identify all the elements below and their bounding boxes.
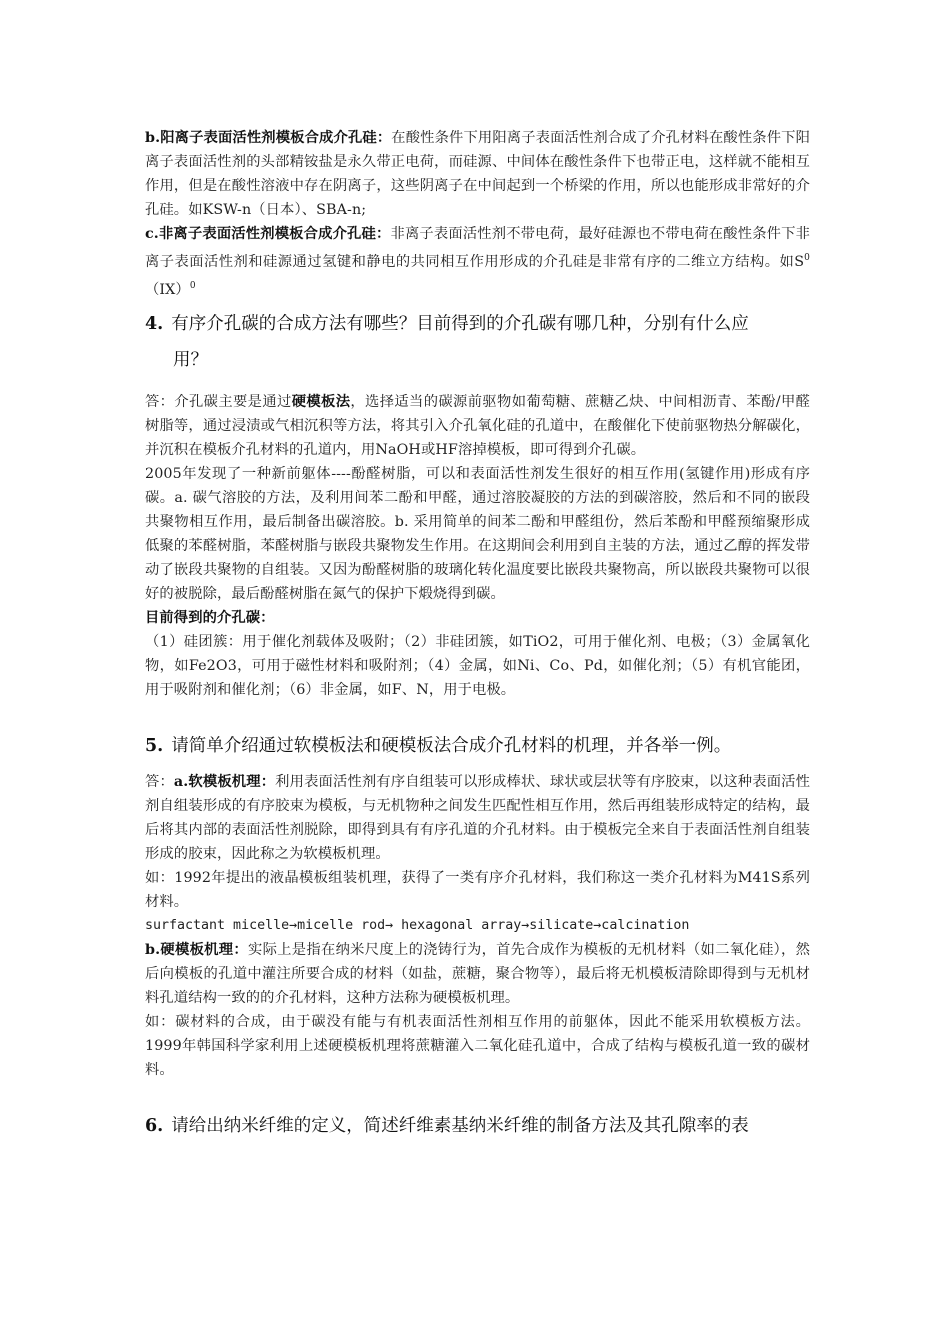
answer-5-bold-soft-template: a.软模板机理： — [173, 773, 276, 790]
text-nonionic-surfactant: 非离子表面活性剂不带电荷，最好硅源也不带电荷在酸性条件下非离子表面活性剂和硅源通过氢键和静电的共同相互作用形成的介孔硅是非常有序的二维立方结构。如S — [145, 226, 810, 270]
text-nonionic-tail: （IX） — [145, 281, 190, 298]
answer-4-text: ，选择适当的碳源前驱物如葡萄糖、蔗糖乙炔、中间相沥青、苯酚/甲醛树脂等，通过浸渍或气相沉积等方法，将其引入介孔氧化硅的孔道中，在酸催化下使前驱物热分解碳化，并沉积在模板介孔材料的孔道内，用NaOH或HF溶掉模板，即可得到介孔碳。 — [145, 393, 811, 458]
answer-5-paragraph-4: 如：碳材料的合成，由于碳没有能与有机表面活性剂相互作用的前躯体，因此不能采用软模板方法。1999年韩国科学家利用上述硬模板机理将蔗糖灌入二氧化硅孔道中，合成了结构与模板孔道一致的碳材料。 — [145, 1013, 810, 1078]
heading-nonionic-surfactant: c.非离子表面活性剂模板合成介孔硅： — [145, 226, 391, 242]
question-6-line1: 请给出纳米纤维的定义，简述纤维素基纳米纤维的制备方法及其孔隙率的表 — [171, 1115, 749, 1136]
answer-4-paragraph-1 — [145, 390, 810, 462]
answer-4-subheading — [145, 606, 810, 630]
paragraph-nonionic-surfactant — [145, 222, 810, 302]
heading-cationic-surfactant: b.阳离子表面活性剂模板合成介孔硅： — [145, 130, 392, 146]
question-6-number: 6. — [145, 1115, 164, 1136]
answer-4-bold-hard-template: 硬模板法 — [291, 393, 351, 410]
answer-5-paragraph-2: 如：1992年提出的液晶模板组装机理，获得了一类有序介孔材料，我们称这一类介孔材料为M41S系列材料。 — [145, 869, 810, 910]
answer-5-paragraph-3 — [145, 938, 810, 1010]
question-4-number: 4. — [145, 313, 164, 334]
question-5 — [145, 730, 810, 762]
answer-5-mechanism-sequence: surfactant micelle→micelle rod→ hexagonal array→silicate→calcination — [145, 917, 690, 933]
question-4-line2: 用？ — [173, 349, 208, 370]
question-5-number: 5. — [145, 735, 164, 756]
paragraph-cationic-surfactant — [145, 126, 810, 222]
question-4-line1: 有序介孔碳的合成方法有哪些？目前得到的介孔碳有哪几种，分别有什么应 — [171, 313, 749, 334]
question-6 — [145, 1110, 810, 1142]
question-5-line1: 请简单介绍通过软模板法和硬模板法合成介孔材料的机理，并各举一例。 — [171, 735, 732, 756]
answer-4-intro: 答：介孔碳主要是通过 — [145, 393, 292, 410]
text-cationic-surfactant: 在酸性条件下用阳离子表面活性剂合成了介孔材料在酸性条件下阳离子表面活性剂的头部精铵盐是永久带正电荷，而硅源、中间体在酸性条件下也带正电，这样就不能相互作用，但是在酸性溶液中存在阴离子，这些阴离子在中间起到一个桥梁的作用，所以也能形成非常好的介孔硅。如KSW-n（日本）、SBA-n; — [145, 130, 810, 218]
superscript-zero-end: 0 — [189, 280, 196, 291]
answer-5-paragraph-1 — [145, 770, 810, 866]
answer-5-text: 利用表面活性剂有序自组装可以形成棒状、球状或层状等有序胶束，以这种表面活性剂自组装形成的有序胶束为模板，与无机物种之间发生匹配性相互作用，然后再组装形成特定的结构，最后将其内部的表面活性剂脱除，即得到具有有序孔道的介孔材料。由于模板完全来自于表面活性剂自组装形成的胶束，因此称之为软模板机理。 — [145, 773, 811, 862]
answer-5-bold-hard-template: b.硬模板机理： — [145, 941, 248, 958]
document-body — [145, 126, 810, 1146]
answer-4-paragraph-2: 2005年发现了一种新前躯体----酚醛树脂，可以和表面活性剂发生很好的相互作用(氢键作用)形成有序碳。a. 碳气溶胶的方法，及利用间苯二酚和甲醛，通过溶胶凝胶的方法的到碳溶胶，然后和不同的嵌段共聚物相互作用，最后制备出碳溶胶。b. 采用简单的间苯二酚和甲醛组份，然后苯酚和甲醛预缩聚形成低聚的苯醛树脂，苯醛树脂与嵌段共聚物发生作用。在这期间会利用到自主装的方法，通过乙醇的挥发带动了嵌段共聚物的自组装。又因为酚醛树脂的玻璃化转化温度要比嵌段共聚物高，所以嵌段共聚物可以很好的被脱除，最后酚醛树脂在氮气的保护下煅烧得到碳。 — [145, 465, 810, 602]
answer-5-intro: 答： — [145, 773, 174, 790]
answer-4-subheading-text: 目前得到的介孔碳： — [145, 609, 275, 626]
question-4 — [145, 308, 810, 376]
answer-4-paragraph-3: （1）硅团簇：用于催化剂载体及吸附；（2）非硅团簇，如TiO2，可用于催化剂、电极；（3）金属氧化物，如Fe2O3，可用于磁性材料和吸附剂；（4）金属，如Ni、Co、Pd，如催化剂；（5）有机官能团，用于吸附剂和催化剂；（6）非金属，如F、N，用于电极。 — [145, 633, 810, 698]
answer-5-hard-text: 实际上是指在纳米尺度上的浇铸行为，首先合成作为模板的无机材料（如二氧化硅），然后向模板的孔道中灌注所要合成的材料（如盐，蔗糖，聚合物等），最后将无机模板清除即得到与无机材料孔道结构一致的的介孔材料，这种方法称为硬模板机理。 — [145, 941, 811, 1006]
superscript-zero: 0 — [804, 253, 810, 263]
